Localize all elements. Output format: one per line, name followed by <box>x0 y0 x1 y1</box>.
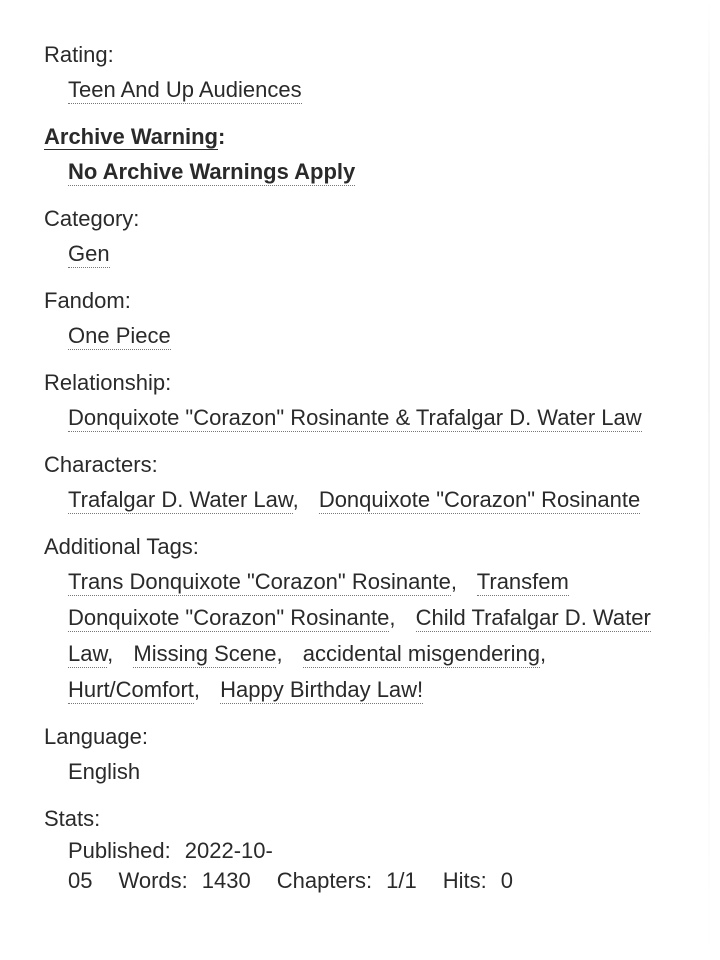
archive-warning-tag[interactable]: No Archive Warnings Apply <box>68 159 356 184</box>
freeform-tag[interactable]: Hurt/Comfort <box>68 677 194 702</box>
stats-label: Stats: <box>44 806 101 831</box>
words-label: Words: <box>118 868 188 893</box>
tag-separator: , <box>276 641 283 666</box>
additional-tags-label: Additional Tags: <box>44 534 199 559</box>
tag-separator: , <box>292 487 299 512</box>
category-label: Category: <box>44 206 140 231</box>
characters-label: Characters: <box>44 452 158 477</box>
characters-group <box>44 450 684 518</box>
tag-separator: , <box>540 641 547 666</box>
tag-separator: , <box>450 569 458 594</box>
freeform-tag[interactable]: Missing Scene <box>133 641 277 666</box>
category-group <box>44 204 684 272</box>
relationship-label: Relationship: <box>44 370 172 395</box>
language-value: English <box>68 759 141 784</box>
chapters-value: 1/1 <box>386 868 417 893</box>
fandom-tags <box>68 318 684 354</box>
archive-warning-tags <box>68 154 684 190</box>
hits-value: 0 <box>500 868 513 893</box>
archive-warning-group <box>44 122 684 190</box>
relationship-tag[interactable]: Donquixote "Corazon" Rosinante & Trafalgar D. Water Law <box>68 405 642 430</box>
archive-warning-colon: : <box>218 124 226 149</box>
archive-warning-label-link[interactable]: Archive Warning <box>44 124 218 149</box>
freeform-tag[interactable]: Happy Birthday Law! <box>220 677 424 702</box>
freeform-tag[interactable]: Transfem Donquixote "Corazon" Rosinante <box>68 569 569 630</box>
relationship-tags <box>68 400 684 436</box>
relationship-group <box>44 368 684 436</box>
category-tag[interactable]: Gen <box>68 241 110 266</box>
chapters-label: Chapters: <box>276 868 373 893</box>
stats-group <box>44 804 684 896</box>
stats-values <box>68 836 684 896</box>
freeform-tag[interactable]: accidental misgendering <box>302 641 540 666</box>
additional-tags-list <box>68 564 684 708</box>
rating-tag[interactable]: Teen And Up Audiences <box>68 77 302 102</box>
language-group <box>44 722 684 790</box>
rating-group <box>44 40 684 108</box>
archive-warning-heading <box>44 122 684 152</box>
character-tag[interactable]: Donquixote "Corazon" Rosinante <box>318 487 641 512</box>
additional-tags-group <box>44 532 684 708</box>
character-tag[interactable]: Trafalgar D. Water Law <box>68 487 293 512</box>
freeform-tag[interactable]: Child Trafalgar D. Water Law <box>68 605 651 666</box>
category-tags <box>68 236 684 272</box>
page-edge-shadow <box>708 0 710 960</box>
hits-label: Hits: <box>442 868 487 893</box>
rating-label: Rating: <box>44 42 114 67</box>
tag-separator: , <box>193 677 201 702</box>
words-value: 1430 <box>201 868 251 893</box>
fandom-label: Fandom: <box>44 288 131 313</box>
fandom-group <box>44 286 684 354</box>
freeform-tag[interactable]: Trans Donquixote "Corazon" Rosinante <box>68 569 451 594</box>
published-value: 2022-10-05 <box>68 838 273 893</box>
rating-tags <box>68 72 684 108</box>
fandom-tag[interactable]: One Piece <box>68 323 171 348</box>
tag-separator: , <box>107 641 114 666</box>
tag-separator: , <box>389 605 396 630</box>
published-label: Published: <box>68 838 171 863</box>
language-label: Language: <box>44 724 148 749</box>
work-meta <box>44 40 684 910</box>
characters-tags <box>68 482 684 518</box>
